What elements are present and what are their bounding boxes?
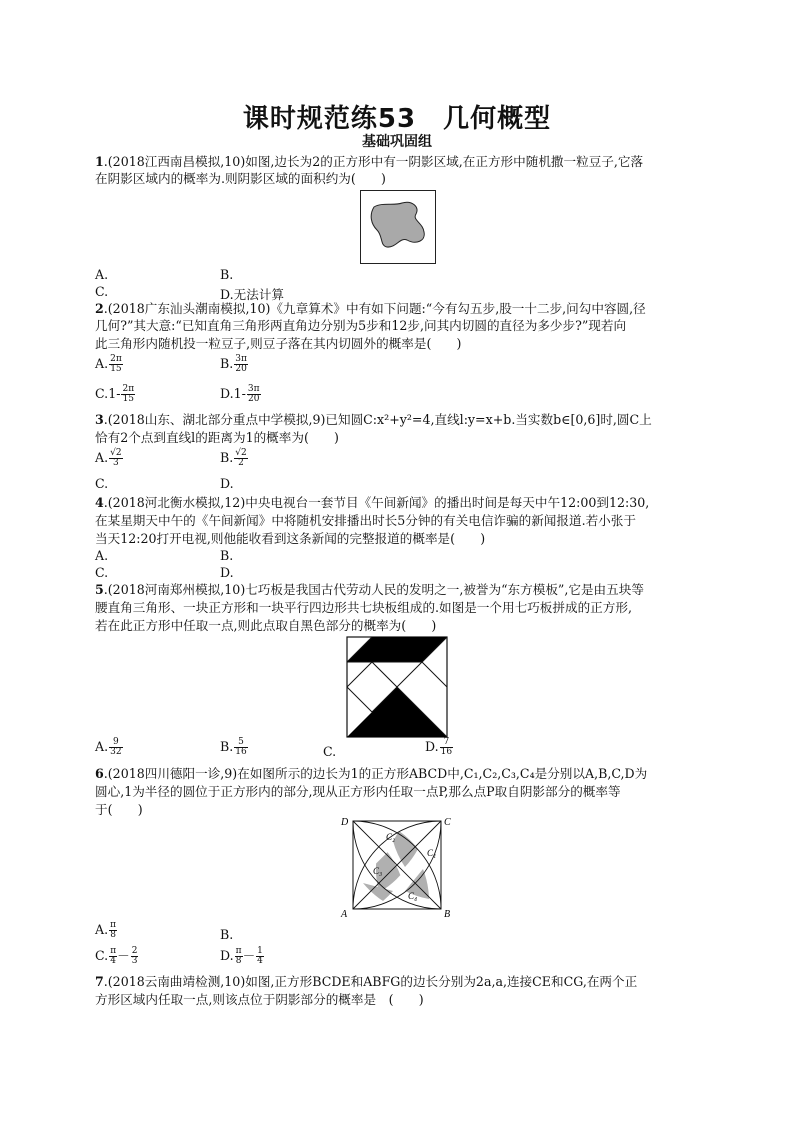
q6-number: 6 xyxy=(95,766,104,781)
q2-option-d: D.1- $\frac{3\pi}{20}$ xyxy=(220,384,260,404)
q6-option-a: A. $\frac{\pi}{8}$ xyxy=(95,920,117,940)
q5-tangram-figure xyxy=(346,636,448,738)
q1-option-a: A. xyxy=(95,267,109,282)
q6-label-c1: C₁ xyxy=(427,848,437,858)
q7-number: 7 xyxy=(95,974,104,989)
q6-label-c4: C₄ xyxy=(408,891,418,901)
q4-line-3: 当天12:20打开电视,则他能收看到这条新闻的完整报道的概率是( ) xyxy=(95,531,486,546)
q7-line-2: 方形区域内任取一点,则该点位于阴影部分的概率是 ( ) xyxy=(95,992,424,1007)
q2-option-a: A. $\frac{2\pi}{15}$ xyxy=(95,354,122,374)
q6-label-c2: C₂ xyxy=(386,832,396,842)
q3-option-b: B. $\frac{√2}{2}$ xyxy=(220,448,247,468)
q4-option-b: B. xyxy=(220,548,234,563)
q5-option-d: D. $\frac{7}{16}$ xyxy=(425,737,453,757)
section-subtitle: 基础巩固组 xyxy=(362,134,432,150)
q1-number: 1 xyxy=(95,154,104,169)
q1-option-d: D.无法计算 xyxy=(220,287,285,302)
q3-option-a: A. $\frac{√2}{3}$ xyxy=(95,448,122,468)
q6-geometry-figure xyxy=(340,812,460,920)
q5-option-a: A. $\frac{9}{32}$ xyxy=(95,737,122,757)
q4-line-1: 4.(2018河北衡水模拟,12)中央电视台一套节目《午间新闻》的播出时间是每天中午12:00到12:30, xyxy=(95,495,650,510)
q5-number: 5 xyxy=(95,582,104,597)
page-title: 课时规范练53 几何概型 xyxy=(242,104,552,134)
q1-option-c: C. xyxy=(95,284,109,299)
q7-line-1: 7.(2018云南曲靖检测,10)如图,正方形BCDE和ABFG的边长分别为2a,a,连接CE和CG,在两个正 xyxy=(95,974,638,989)
q5-line-3: 若在此正方形中任取一点,则此点取自黑色部分的概率为( ) xyxy=(95,618,437,633)
q5-line-2: 腰直角三角形、一块正方形和一块平行四边形共七块板组成的.如图是一个用七巧板拼成的正方形, xyxy=(95,600,632,615)
q1-line-2: 在阴影区域内的概率为.则阴影区域的面积约为( ) xyxy=(95,171,386,186)
q6-label-c3: C₃ xyxy=(373,866,383,876)
q2-line-3: 此三角形内随机投一粒豆子,则豆子落在其内切圆外的概率是( ) xyxy=(95,336,462,351)
q4-option-a: A. xyxy=(95,548,109,563)
q6-option-d: D. $\frac{\pi}{8}$ － $\frac{1}{4}$ xyxy=(220,946,263,966)
q3-option-d: D. xyxy=(220,476,234,491)
q6-label-c: C xyxy=(444,817,451,828)
q2-number: 2 xyxy=(95,301,104,316)
q4-number: 4 xyxy=(95,495,104,510)
q1-line-1: 1.(2018江西南昌模拟,10)如图,边长为2的正方形中有一阴影区域,在正方形中随机撒一粒豆子,它落 xyxy=(95,154,644,169)
q3-number: 3 xyxy=(95,412,104,427)
q6-option-c: C. $\frac{\pi}{4}$ － $\frac{2}{3}$ xyxy=(95,946,138,966)
q1-figure xyxy=(360,190,436,266)
q5-option-c: C. xyxy=(323,744,337,759)
q2-line-2: 几何?”其大意:“已知直角三角形两直角边分别为5步和12步,问其内切圆的直径为多少步?”现若向 xyxy=(95,318,627,333)
q3-line-2: 恰有2个点到直线l的距离为1的概率为( ) xyxy=(95,430,339,445)
q5-option-b: B. $\frac{5}{16}$ xyxy=(220,737,247,757)
q6-line-3: 于( ) xyxy=(95,802,143,817)
q6-label-d: D xyxy=(341,817,349,828)
q4-option-c: C. xyxy=(95,565,109,580)
q6-label-b: B xyxy=(444,909,451,920)
q1-option-b: B. xyxy=(220,267,234,282)
q2-option-b: B. $\frac{3\pi}{20}$ xyxy=(220,354,247,374)
q3-line-1: 3.(2018山东、湖北部分重点中学模拟,9)已知圆C:x²+y²=4,直线l:y=x+b.当实数b∈[0,6]时,圆C上 xyxy=(95,412,652,427)
q4-option-d: D. xyxy=(220,565,234,580)
q6-option-b: B. xyxy=(220,927,234,942)
q2-option-c: C.1- $\frac{2\pi}{15}$ xyxy=(95,384,135,404)
q6-shaded-region-c2 xyxy=(393,831,418,867)
q3-option-c: C. xyxy=(95,476,109,491)
q6-line-1: 6.(2018四川德阳一诊,9)在如图所示的边长为1的正方形ABCD中,C₁,C₂,C₃,C₄是分别以A,B,C,D为 xyxy=(95,766,648,781)
q6-label-a: A xyxy=(341,909,348,920)
q6-line-2: 圆心,1为半径的圆位于正方形内的部分,现从正方形内任取一点P,那么点P取自阴影部分的概率等 xyxy=(95,784,621,799)
q5-line-1: 5.(2018河南郑州模拟,10)七巧板是我国古代劳动人民的发明之一,被誉为“东方模板”,它是由五块等 xyxy=(95,582,644,597)
q4-line-2: 在某星期天中午的《午间新闻》中将随机安排播出时长5分钟的有关电信诈骗的新闻报道.若小张于 xyxy=(95,513,636,528)
q2-line-1: 2.(2018广东汕头潮南模拟,10)《九章算术》中有如下问题:“今有勾五步,股一十二步,问勾中容圆,径 xyxy=(95,301,646,316)
